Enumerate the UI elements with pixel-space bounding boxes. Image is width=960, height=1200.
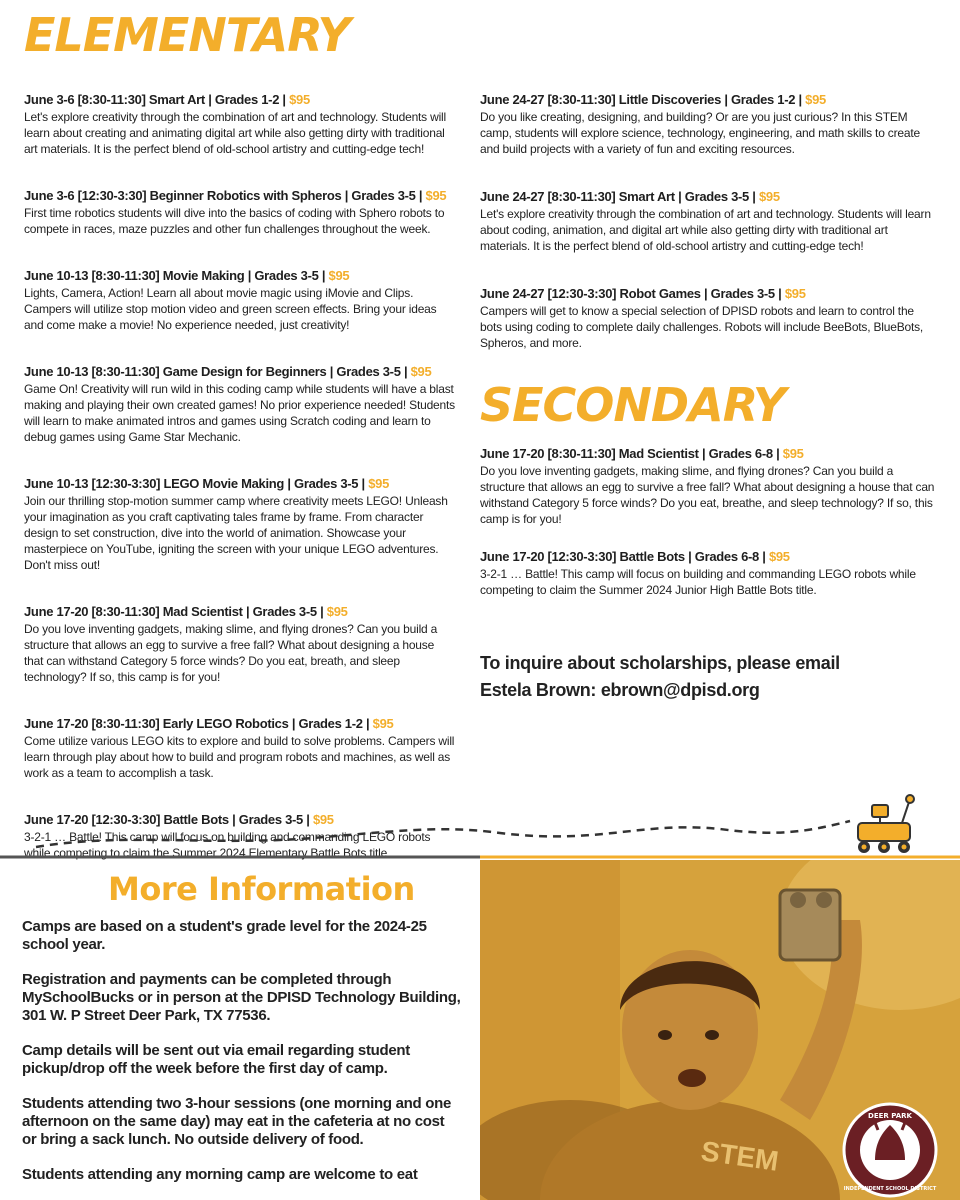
- camp-price: $95: [758, 189, 780, 204]
- shirt-text: STEM: [699, 1135, 781, 1177]
- camp-heading: [480, 286, 936, 302]
- camp-listing: [24, 476, 456, 573]
- camp-listing: [24, 604, 456, 685]
- camp-price: $95: [372, 716, 394, 731]
- camp-price: $95: [768, 549, 790, 564]
- camp-title: June 17-20 [12:30-3:30] Battle Bots | Grades 6-8 |: [480, 549, 769, 564]
- camp-price: $95: [782, 446, 804, 461]
- info-paragraph: Students attending two 3-hour sessions (one morning and one afternoon on the same day) may eat in the cafeteria at no cost or bring a sack lunch. No outside delivery of food.: [22, 1095, 451, 1148]
- camp-description: Come utilize various LEGO kits to explore and build to solve problems. Campers will learn through play about how to build and program robots and machines, as well as work as a team to accomplish a task.: [24, 734, 455, 780]
- camp-heading: [24, 92, 456, 108]
- camp-listing: [480, 286, 936, 351]
- secondary-column: [480, 446, 936, 620]
- seal-text-top: DEER PARK: [868, 1112, 912, 1120]
- camp-title: June 24-27 [12:30-3:30] Robot Games | Grades 3-5 |: [480, 286, 785, 301]
- camp-price: $95: [410, 364, 432, 379]
- camp-description: Let's explore creativity through the combination of art and technology. Students will learn about creating and animating digital art while also getting dirty with traditional art materials. It is the perfect blend of old-school artistry and cutting-edge tech!: [24, 110, 446, 156]
- camp-title: June 24-27 [8:30-11:30] Smart Art | Grades 3-5 |: [480, 189, 759, 204]
- camp-description: Game On! Creativity will run wild in this coding camp while students will have a blast making and playing their own created games! No prior experience needed! Students will learn to make animated intros and games using Scratch coding and learn to debug games using Game Star Mechanic.: [24, 382, 455, 444]
- camp-heading: [24, 364, 456, 380]
- camp-price: $95: [784, 286, 806, 301]
- camp-price: $95: [312, 812, 334, 827]
- camp-description: 3-2-1 … Battle! This camp will focus on building and commanding LEGO robots while competing to claim the Summer 2024 Elementary Battle Bots title.: [24, 830, 431, 860]
- info-paragraph: Camp details will be sent out via email regarding student pickup/drop off the week before the first day of camp.: [22, 1042, 410, 1077]
- camp-listing: [24, 716, 456, 781]
- camp-title: June 17-20 [12:30-3:30] Battle Bots | Grades 3-5 |: [24, 812, 313, 827]
- camp-title: June 3-6 [12:30-3:30] Beginner Robotics with Spheros | Grades 3-5 |: [24, 188, 426, 203]
- camp-title: June 3-6 [8:30-11:30] Smart Art | Grades 1-2 |: [24, 92, 290, 107]
- camp-description: Join our thrilling stop-motion summer camp where creativity meets LEGO! Unleash your imagination as you craft captivating tales frame by frame. From character design to set construction, dive into the world of animation. Showcase your masterpiece on YouTube, igniting the screen with your unique LEGO adventures. Don't miss out!: [24, 494, 448, 572]
- camp-heading: [24, 188, 456, 204]
- dashed-path: [36, 821, 850, 847]
- camp-listing: [24, 268, 456, 333]
- more-information-list: [22, 918, 462, 1200]
- camp-description: First time robotics students will dive into the basics of coding with Sphero robots to compete in races, maze puzzles and other fun challenges throughout the week.: [24, 206, 445, 236]
- camp-title: June 10-13 [12:30-3:30] LEGO Movie Making | Grades 3-5 |: [24, 476, 369, 491]
- inquiry-email-line: Estela Brown: ebrown@dpisd.org: [480, 680, 760, 700]
- secondary-heading: SECONDARY: [480, 378, 786, 432]
- rover-icon: [858, 795, 914, 853]
- camp-title: June 17-20 [8:30-11:30] Mad Scientist | Grades 6-8 |: [480, 446, 783, 461]
- camp-listing: [24, 364, 456, 445]
- camp-price: $95: [425, 188, 447, 203]
- camp-description: Do you like creating, designing, and building? Or are you just curious? In this STEM camp, students will explore science, technology, engineering, and math skills to create and build projects with a variety of fun and exciting resources.: [480, 110, 920, 156]
- scholarship-inquiry: [480, 650, 920, 704]
- camp-heading: [24, 476, 456, 492]
- student-photo: [480, 860, 960, 1200]
- camp-title: June 17-20 [8:30-11:30] Early LEGO Robotics | Grades 1-2 |: [24, 716, 373, 731]
- camp-description: Lights, Camera, Action! Learn all about movie magic using iMovie and Clips. Campers will utilize stop motion video and green screen effects. Bring your ideas and come make a movie! No experience needed, just creativity!: [24, 286, 437, 332]
- camp-title: June 10-13 [8:30-11:30] Game Design for Beginners | Grades 3-5 |: [24, 364, 411, 379]
- camp-listing: [480, 446, 936, 527]
- info-paragraph: Registration and payments can be completed through MySchoolBucks or in person at the DPISD Technology Building, 301 W. P Street Deer Park, TX 77536.: [22, 971, 461, 1024]
- camp-price: $95: [289, 92, 310, 107]
- camp-heading: [24, 604, 456, 620]
- camp-price: $95: [326, 604, 348, 619]
- dashed-road-divider: [0, 785, 960, 865]
- district-seal-icon: [844, 1104, 937, 1196]
- elementary-left-column: [24, 92, 456, 892]
- camp-description: 3-2-1 … Battle! This camp will focus on building and commanding LEGO robots while competing to claim the Summer 2024 Junior High Battle Bots title.: [480, 567, 916, 597]
- info-paragraph: Camps are based on a student's grade level for the 2024-25 school year.: [22, 918, 427, 953]
- camp-heading: [24, 268, 456, 284]
- camp-description: Do you love inventing gadgets, making slime, and flying drones? Can you build a structure that allows an egg to survive a free fall? What about designing a house that can withstand Category 5 force winds? Do you eat, breath, and sleep technology? If so, this camp is for you!: [24, 622, 438, 684]
- camp-heading: [24, 716, 456, 732]
- camp-title: June 24-27 [8:30-11:30] Little Discoveries | Grades 1-2 |: [480, 92, 806, 107]
- elementary-heading: ELEMENTARY: [24, 8, 350, 62]
- camp-listing: [480, 189, 936, 254]
- camp-listing: [480, 92, 936, 157]
- camp-listing: [480, 549, 936, 598]
- more-information-heading: More Information: [108, 870, 415, 908]
- camp-price: $95: [805, 92, 826, 107]
- elementary-right-column: [480, 92, 936, 383]
- camp-description: Let's explore creativity through the combination of art and technology. Students will learn about coding, animation, and digital art while also getting dirty with traditional art materials. It is the perfect blend of old-school artistry and cutting-edge tech!: [480, 207, 931, 253]
- camp-price: $95: [368, 476, 389, 491]
- camp-listing: [24, 188, 456, 237]
- camp-description: Campers will get to know a special selection of DPISD robots and learn to control the bots using coding to complete daily challenges. Robots will include BeeBots, BlueBots, Spheros, and more.: [480, 304, 924, 350]
- camp-heading: [480, 189, 936, 205]
- camp-description: Do you love inventing gadgets, making slime, and flying drones? Can you build a structure that allows an egg to survive a free fall? What about designing a house that can withstand Category 5 force winds? Do you eat, breathe, and sleep technology? If so, this camp is for you!: [480, 464, 935, 526]
- camp-title: June 10-13 [8:30-11:30] Movie Making | Grades 3-5 |: [24, 268, 329, 283]
- camp-price: $95: [328, 268, 350, 283]
- child-with-robot-illustration: [480, 860, 960, 1200]
- seal-text-bottom: INDEPENDENT SCHOOL DISTRICT: [843, 1186, 937, 1192]
- info-paragraph: Students attending any morning camp are welcome to eat: [22, 1166, 418, 1183]
- camp-heading: [480, 92, 936, 108]
- camp-heading: [480, 549, 936, 565]
- camp-listing: [24, 92, 456, 157]
- inquiry-line-1: To inquire about scholarships, please email: [480, 653, 840, 673]
- camp-heading: [480, 446, 936, 462]
- camp-title: June 17-20 [8:30-11:30] Mad Scientist | Grades 3-5 |: [24, 604, 327, 619]
